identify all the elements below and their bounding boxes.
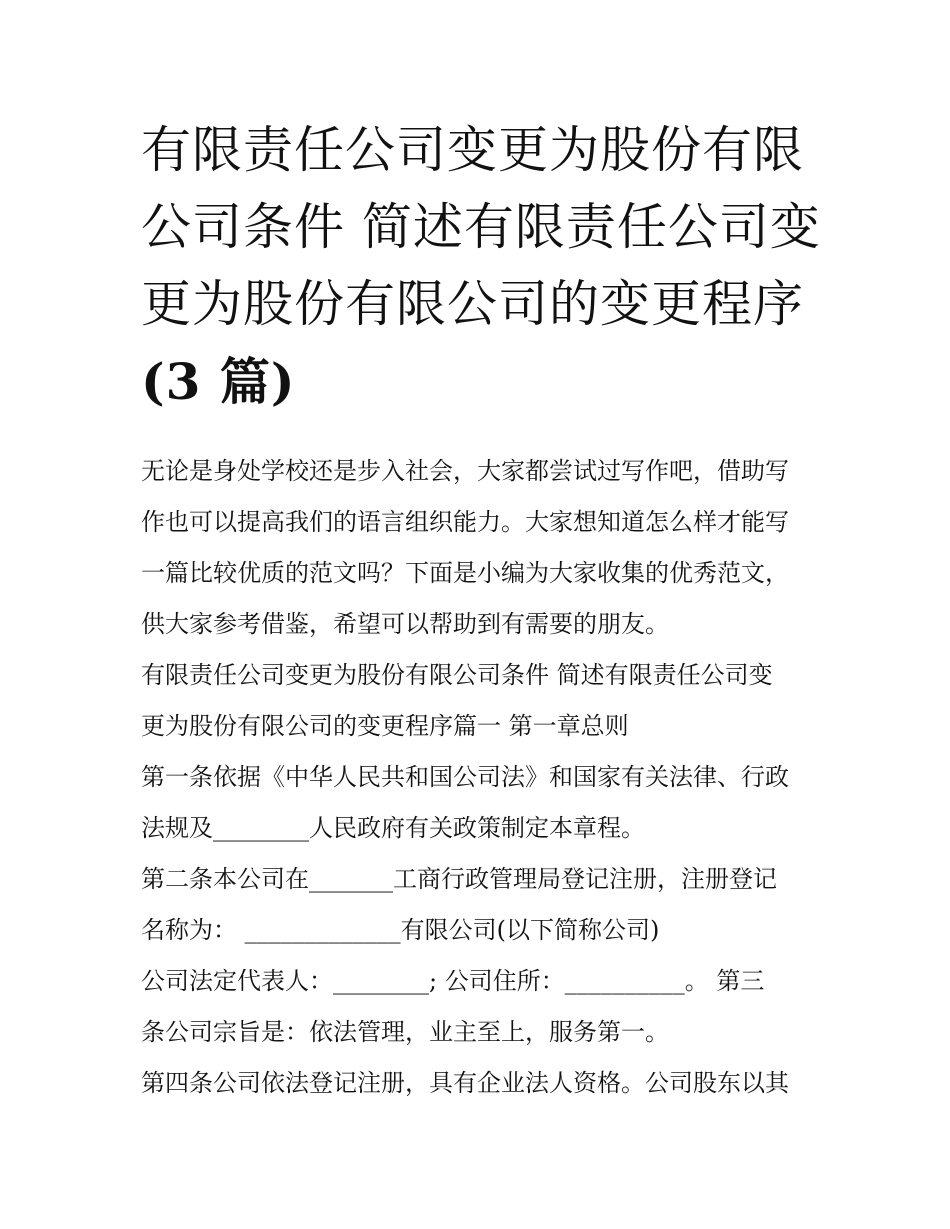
paragraph-section-heading — [141, 650, 821, 752]
paragraph-legal-rep — [141, 956, 821, 1058]
text-line: 第二条本公司在_______工商行政管理局登记注册，注册登记 — [141, 865, 777, 893]
title-line: 有限责任公司变更为股份有限 — [141, 121, 804, 179]
document-page — [141, 112, 821, 1109]
paragraph-intro — [141, 446, 821, 650]
text-line: 供大家参考借鉴，希望可以帮助到有需要的朋友。 — [141, 610, 669, 638]
title-line: 公司条件 简述有限责任公司变 — [141, 198, 821, 256]
text-line: 条公司宗旨是：依法管理，业主至上，服务第一。 — [141, 1018, 669, 1046]
text-line: 名称为： _____________有限公司(以下简称公司) — [141, 916, 660, 944]
document-body — [141, 446, 821, 1109]
text-line: 第四条公司依法登记注册，具有企业法人资格。公司股东以其 — [141, 1069, 789, 1097]
paragraph-article-4 — [141, 1058, 821, 1109]
paragraph-article-1 — [141, 752, 821, 854]
text-line: 无论是身处学校还是步入社会，大家都尝试过写作吧，借助写 — [141, 457, 789, 485]
title-line: 更为股份有限公司的变更程序 — [141, 275, 804, 333]
document-title — [141, 112, 821, 420]
text-line: 更为股份有限公司的变更程序篇一 第一章总则 — [141, 712, 629, 740]
paragraph-article-2 — [141, 854, 821, 956]
title-count: (3 篇) — [141, 352, 296, 411]
text-line: 一篇比较优质的范文吗？下面是小编为大家收集的优秀范文， — [141, 559, 789, 587]
text-line: 法规及________人民政府有关政策制定本章程。 — [141, 814, 645, 842]
text-line: 第一条依据《中华人民共和国公司法》和国家有关法律、行政 — [141, 763, 789, 791]
text-line: 作也可以提高我们的语言组织能力。大家想知道怎么样才能写 — [141, 508, 789, 536]
text-line: 有限责任公司变更为股份有限公司条件 简述有限责任公司变 — [141, 661, 773, 689]
text-line: 公司法定代表人：________; 公司住所：__________。 第三 — [141, 967, 765, 995]
